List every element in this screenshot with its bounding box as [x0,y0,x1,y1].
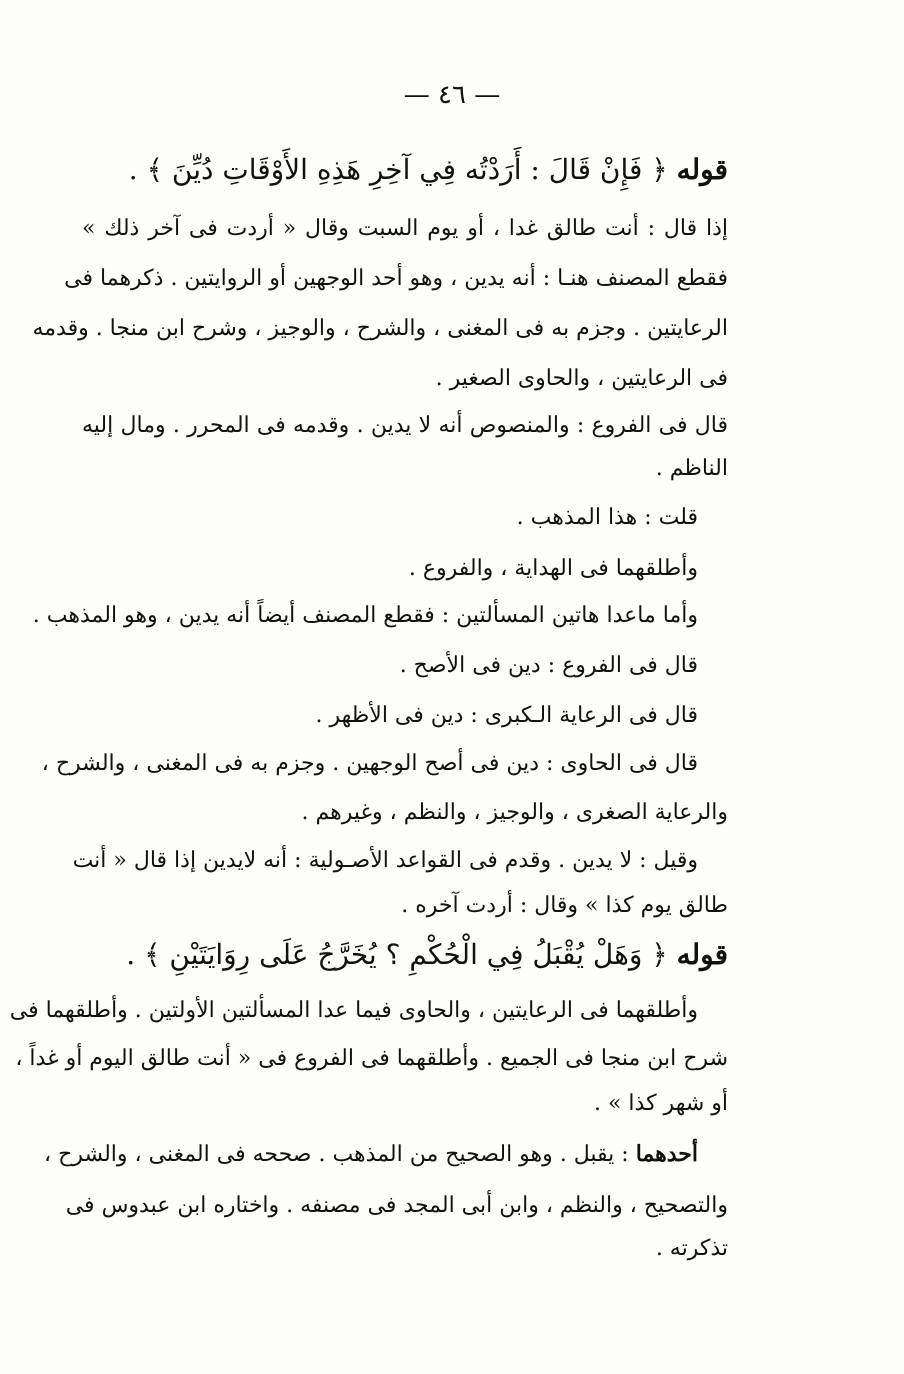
qult-line: قلت : هذا المذهب . [516,505,698,530]
ahaduhuma-word: أحدهما [635,1141,698,1167]
amma-line: وأما ماعدا هاتين المسألتين : فقطع المصنف أيضاً أنه يدين ، وهو المذهب . [32,603,698,628]
para4-line1: وقيل : لا يدين . وقدم فى القواعد الأصـولية : أنه لايدين إذا قال « أنت [72,848,698,873]
para6-line2: والتصحيح ، والنظم ، وابن أبى المجد فى مصنفه . واختاره ابن عبدوس فى [65,1193,728,1218]
atlaqahuma-line: وأطلقهما فى الهداية ، والفروع . [408,556,698,581]
para3-line2: والرعاية الصغرى ، والوجيز ، والنظم ، وغيرهم . [301,800,728,825]
page-number: — ٤٦ — [403,80,501,110]
heading-quote: ﴿ وَهَلْ يُقْبَلُ فِي الْحُكْمِ ؟ يُخَرَّجُ عَلَى رِوَايَتَيْنِ ﴾ . [126,938,668,971]
para6-line1 [44,1138,698,1172]
para1-line3: الرعايتين . وجزم به فى المغنى ، والشرح ، والوجيز ، وشرح ابن منجا . وقدمه [32,316,728,341]
heading-wahal-yuqbal [82,935,728,983]
furu-line: قال فى الفروع : دين فى الأصح . [399,653,698,678]
para3-line1: قال فى الحاوى : دين فى أصح الوجهين . وجزم به فى المغنى ، والشرح ، [41,751,698,776]
heading-fain-qala [82,150,728,198]
para6-line1-rest: : يقبل . وهو الصحيح من المذهب . صححه فى المغنى ، والشرح ، [44,1142,636,1167]
para4-line2: طالق يوم كذا » وقال : أردت آخره . [401,893,728,918]
para5-line2: شرح ابن منجا فى الجميع . وأطلقهما فى الفروع فى « أنت طالق اليوم أو غداً ، [15,1046,728,1071]
riaya-line: قال فى الرعاية الـكبرى : دين فى الأظهر . [315,703,698,728]
heading-keyword: قوله [676,938,728,971]
para1-line1: إذا قال : أنت طالق غدا ، أو يوم السبت وقال « أردت فى آخر ذلك » [82,216,728,241]
para1-line4: فى الرعايتين ، والحاوى الصغير . [435,366,728,391]
heading-keyword: قوله [676,153,728,186]
para2-line1: قال فى الفروع : والمنصوص أنه لا يدين . وقدمه فى المحرر . ومال إليه [82,413,728,438]
heading-quote: ﴿ فَإِنْ قَالَ : أَرَدْتُه فِي آخِرِ هَذِهِ الأَوْقَاتِ دُيِّنَ ﴾ . [128,153,668,186]
para5-line1: وأطلقهما فى الرعايتين ، والحاوى فيما عدا المسألتين الأولتين . وأطلقهما فى [9,998,698,1023]
para6-line3: تذكرته . [655,1236,728,1261]
para5-line3: أو شهر كذا » . [593,1091,728,1116]
para2-line2: الناظم . [655,456,728,481]
para1-line2: فقطع المصنف هنـا : أنه يدين ، وهو أحد الوجهين أو الروايتين . ذكرهما فى [64,266,728,291]
